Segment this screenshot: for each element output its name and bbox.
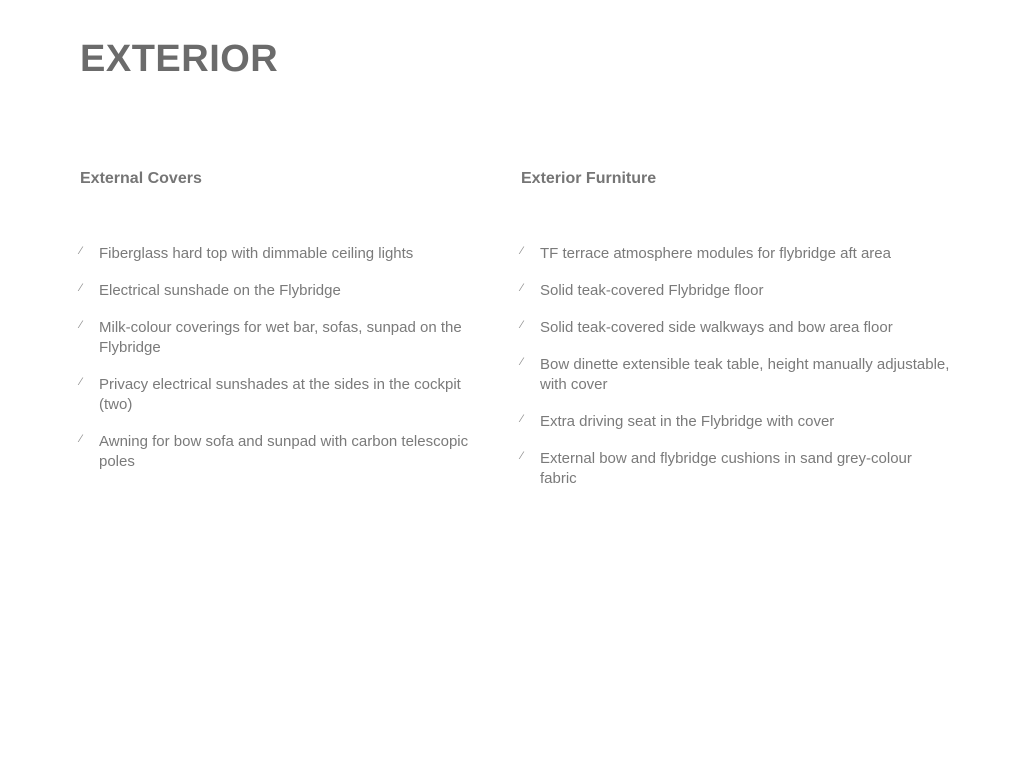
list-item <box>80 244 480 264</box>
list-item-text: Milk-colour coverings for wet bar, sofas, sunpad on the Flybridge <box>99 319 462 356</box>
slash-bullet-icon: ⁄ <box>80 433 82 445</box>
list-item-text: Fiberglass hard top with dimmable ceiling lights <box>99 245 414 262</box>
list-item-text: External bow and flybridge cushions in sand grey-colour fabric <box>540 450 912 487</box>
slash-bullet-icon: ⁄ <box>80 376 82 388</box>
section-heading-exterior-furniture: Exterior Furniture <box>521 170 657 187</box>
list-item-text: Extra driving seat in the Flybridge with cover <box>540 413 835 430</box>
slash-bullet-icon: ⁄ <box>80 245 82 257</box>
list-item-text: Solid teak-covered side walkways and bow area floor <box>540 319 893 336</box>
slash-bullet-icon: ⁄ <box>521 282 523 294</box>
list-item <box>521 449 951 489</box>
external-covers-list <box>80 244 480 472</box>
slash-bullet-icon: ⁄ <box>80 282 82 294</box>
list-item-text: Solid teak-covered Flybridge floor <box>540 282 764 299</box>
list-item-text: Privacy electrical sunshades at the sides in the cockpit (two) <box>99 376 461 413</box>
list-item <box>80 318 480 358</box>
slash-bullet-icon: ⁄ <box>80 319 82 331</box>
list-item <box>521 318 951 338</box>
list-item <box>521 412 951 432</box>
slash-bullet-icon: ⁄ <box>521 319 523 331</box>
external-covers-section <box>80 170 480 489</box>
exterior-furniture-section <box>521 170 951 506</box>
slash-bullet-icon: ⁄ <box>521 356 523 368</box>
slash-bullet-icon: ⁄ <box>521 413 523 425</box>
list-item-text: Electrical sunshade on the Flybridge <box>99 282 341 299</box>
section-heading-external-covers: External Covers <box>80 170 202 187</box>
list-item-text: Awning for bow sofa and sunpad with carbon telescopic poles <box>99 433 469 470</box>
list-item <box>521 281 951 301</box>
list-item <box>80 281 480 301</box>
list-item <box>521 244 951 264</box>
exterior-furniture-list <box>521 244 951 489</box>
list-item <box>521 355 951 395</box>
list-item-text: TF terrace atmosphere modules for flybridge aft area <box>540 245 891 262</box>
list-item <box>80 375 480 415</box>
list-item-text: Bow dinette extensible teak table, height manually adjustable, with cover <box>540 356 950 393</box>
slash-bullet-icon: ⁄ <box>521 450 523 462</box>
page-title: EXTERIOR <box>80 38 279 80</box>
list-item <box>80 432 480 472</box>
slash-bullet-icon: ⁄ <box>521 245 523 257</box>
